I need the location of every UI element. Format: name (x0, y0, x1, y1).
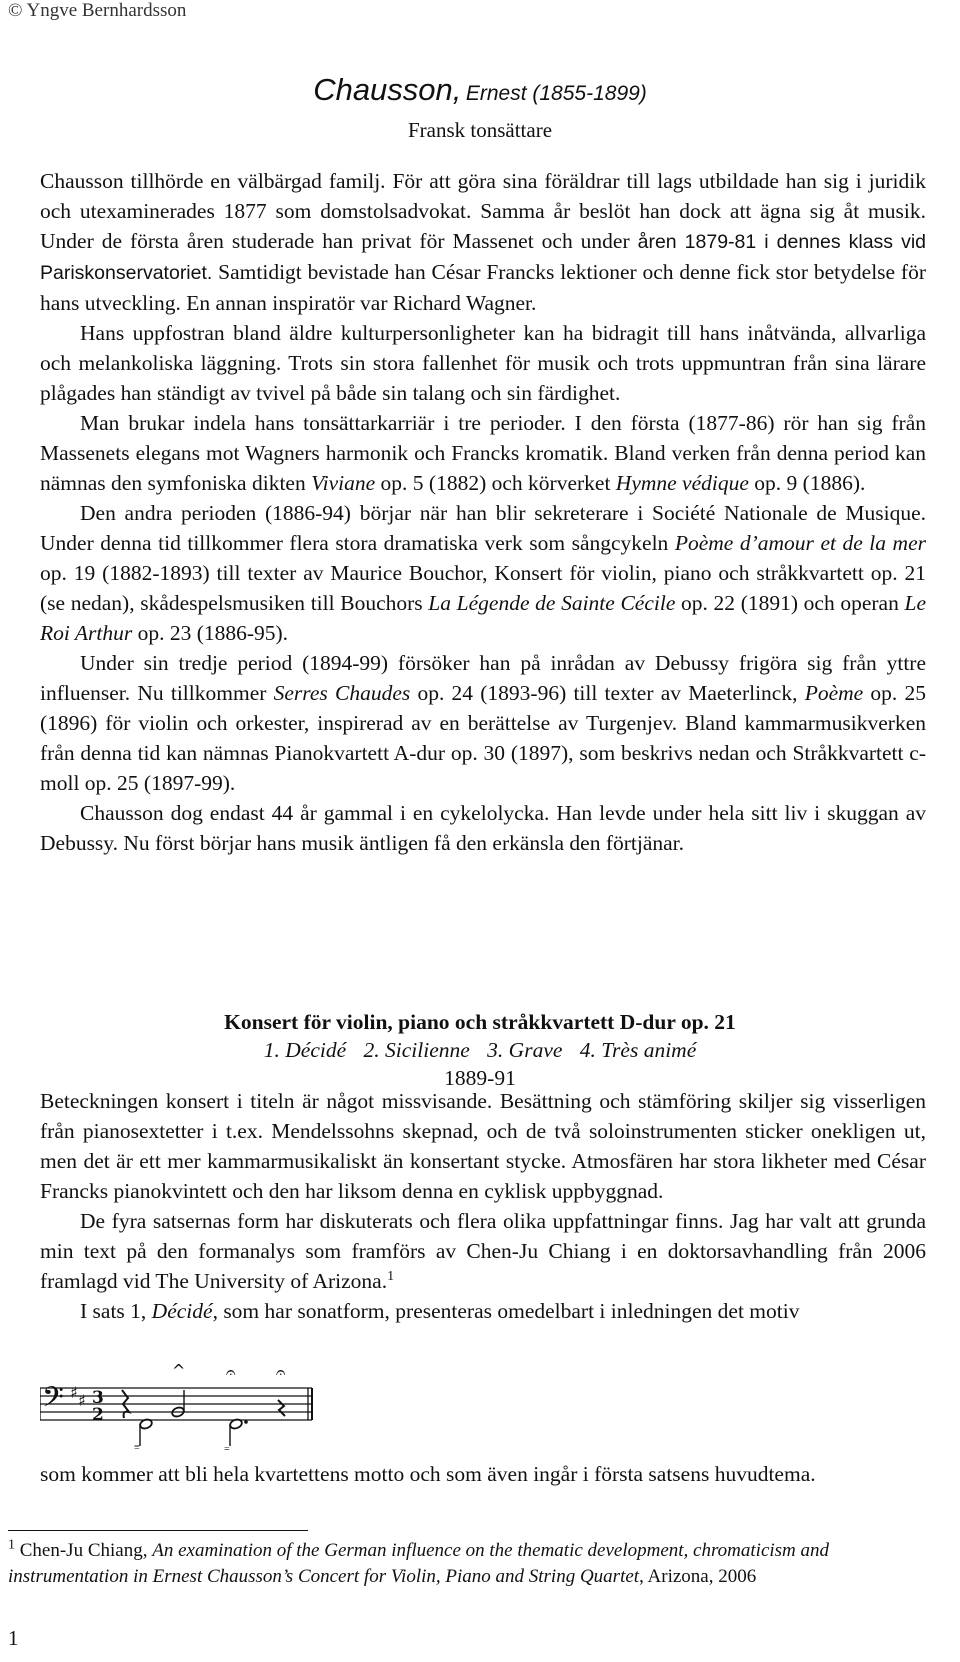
movement-4: 4. Très animé (579, 1038, 697, 1062)
work-title-viviane: Viviane (311, 471, 376, 495)
footnote-author: Chen-Ju Chiang, (15, 1540, 153, 1561)
work-title-hymne: Hymne védique (615, 471, 749, 495)
bio-p5-text-b: op. 24 (1893-96) till texter av Maeterlinck, (410, 681, 805, 705)
work-title-roi-arthur: Le Roi Arthur (40, 591, 926, 645)
rest-icon (278, 1400, 285, 1416)
footnote-title: An examination of the German influence on the thematic development, chromaticism and instrumentation in Ernest Chausson’s Concert for Violin, Piano and String Quartet (8, 1540, 830, 1587)
composer-surname: Chausson, (313, 72, 462, 107)
footnote-reference[interactable]: 1 (387, 1268, 395, 1284)
work-title-poeme: Poème (804, 681, 864, 705)
movement-list (0, 1036, 960, 1064)
fermata-icon: 𝄐 (276, 1363, 286, 1383)
page-number: 1 (8, 1626, 19, 1650)
movement-1: 1. Décidé (263, 1038, 347, 1062)
bio-p1-text-sans: åren 1879-81 i dennes klass vid Pariskonservatoriet. (40, 231, 927, 284)
bio-paragraph-3 (40, 408, 926, 498)
biography (40, 166, 926, 858)
svg-text:≡: ≡ (134, 1442, 140, 1450)
copyright-notice: © Yngve Bernhardsson (8, 0, 187, 21)
footnote-number: 1 (8, 1537, 15, 1553)
svg-text:=: = (224, 1444, 230, 1450)
bio-p4-text-a: Den andra perioden (1886-94) börjar när han blir sekreterare i Société Nationale de Musique. Under denna tid tillkommer flera stora dramatiska verk som sångcykeln (40, 501, 926, 555)
time-signature-bottom: 2 (92, 1405, 104, 1425)
composer-title (0, 70, 960, 116)
concert-paragraph-1: Beteckningen konsert i titeln är något missvisande. Besättning och stämföring skiljer sig visserligen från pianosextetter i t.ex. Mendelssohns skepnad, och de två soloinstrumenten sticker onekligen ut, men det är ett mer kammarmusikaliskt än konsertant stycke. Atmosfären har stora likheter med César Francks pianokvintett och den har liksom denna en cyklisk uppbyggnad. (40, 1089, 926, 1203)
bio-paragraph-5 (40, 648, 926, 798)
bio-p1-text-a: Chausson tillhörde en välbärgad familj. För att göra sina föräldrar till lags utbildade han sig i juridik och utexaminerades 1877 som domstolsadvokat. Samma år beslöt han dock att ägna sig åt musik. Under de första åren studerade han privat för Massenet och under (40, 169, 926, 253)
work-title-serres: Serres Chaudes (273, 681, 411, 705)
concert-years: 1889-91 (444, 1066, 516, 1090)
bio-p4-text-c: op. 22 (1891) och operan (675, 591, 905, 615)
bio-p1-text-b: Samtidigt bevistade han César Francks lektioner och denne fick stor betydelse för hans utveckling. En annan inspiratör var Richard Wagner. (40, 260, 926, 315)
work-title-legende: La Légende de Sainte Cécile (428, 591, 676, 615)
footnote (8, 1538, 948, 1590)
music-notation-excerpt (40, 1360, 340, 1450)
concert-text (40, 1086, 926, 1326)
composer-subtitle: Fransk tonsättare (407, 118, 553, 142)
movement-name-decide: Décidé (151, 1299, 213, 1323)
concert-p2-text: De fyra satsernas form har diskuterats och flera olika uppfattningar finns. Jag har valt att grunda min text på den formanalys som framförs av Chen-Ju Chiang i en doktorsavhandling från 2006 framlagd vid The University of Arizona. (40, 1209, 926, 1293)
concert-heading (0, 1008, 960, 1092)
bio-paragraph-4 (40, 498, 926, 648)
music-staff-image (40, 1360, 340, 1450)
concert-p3-text-b: , som har sonatform, presenteras omedelbart i inledningen det motiv (212, 1299, 800, 1323)
after-music-text: som kommer att bli hela kvartettens motto och som även ingår i första satsens huvudtema. (40, 1462, 816, 1486)
footnote-divider (8, 1530, 308, 1531)
concert-paragraph-2 (40, 1206, 926, 1296)
concert-title: Konsert för violin, piano och stråkkvartett D-dur op. 21 (224, 1010, 736, 1034)
fermata-icon: 𝄐 (226, 1363, 236, 1383)
bio-paragraph-1 (40, 166, 926, 318)
bio-p3-text-c: op. 9 (1886). (748, 471, 866, 495)
accent-icon: ^ (172, 1361, 186, 1380)
bio-paragraph-2: Hans uppfostran bland äldre kulturpersonligheter kan ha bidragit till hans inåtvända, allvarliga och melankoliska läggning. Trots sin stora fallenhet för musik och trots uppmuntran från sina lärare plågades han ständigt av tvivel på både sin talang och sin färdighet. (40, 321, 926, 405)
time-signature-top: 3 (92, 1388, 104, 1408)
movement-3: 3. Grave (487, 1038, 563, 1062)
bio-p4-text-d: op. 23 (1886-95). (132, 621, 289, 645)
movement-2: 2. Sicilienne (363, 1038, 470, 1062)
work-title-poeme-damour: Poème d’amour et de la mer (674, 531, 926, 555)
bio-p3-text-b: op. 5 (1882) och körverket (375, 471, 616, 495)
bio-p5-text-c: op. 25 (1896) för violin och orkester, inspirerad av en berättelse av Turgenjev. Bland kammarmusikverken från denna tid kan nämnas Pianokvartett A-dur op. 30 (1897), som beskrivs nedan och Stråkkvartett c-moll op. 25 (1897-99). (40, 681, 926, 795)
bio-p5-text-a: Under sin tredje period (1894-99) försöker han på inrådan av Debussy frigöra sig från yttre influenser. Nu tillkommer (40, 651, 926, 705)
sharp-icon: ♯ (78, 1391, 86, 1410)
concert-paragraph-3 (40, 1296, 926, 1326)
concert-p3-text-a: I sats 1, (80, 1299, 152, 1323)
bio-p4-text-b: op. 19 (1882-1893) till texter av Maurice Bouchor, Konsert för violin, piano och stråkkvartett op. 21 (se nedan), skådespelsmusiken till Bouchors (40, 561, 926, 615)
composer-given-and-dates: Ernest (1855-1899) (465, 82, 647, 105)
sharp-icon: ♯ (70, 1383, 78, 1402)
bass-clef-icon: 𝄢 (42, 1381, 64, 1421)
title-block (0, 70, 960, 144)
bio-p3-text-a: Man brukar indela hans tonsättarkarriär i tre perioder. I den första (1877-86) rör han sig från Massenets elegans mot Wagners harmonik och Francks kromatik. Bland verken från denna period kan nämnas den symfoniska dikten (40, 411, 926, 495)
bio-paragraph-6: Chausson dog endast 44 år gammal i en cykelolycka. Han levde under hela sitt liv i skuggan av Debussy. Nu först börjar hans musik äntligen få den erkänsla den förtjänar. (40, 801, 926, 855)
footnote-rest: , Arizona, 2006 (639, 1566, 757, 1587)
